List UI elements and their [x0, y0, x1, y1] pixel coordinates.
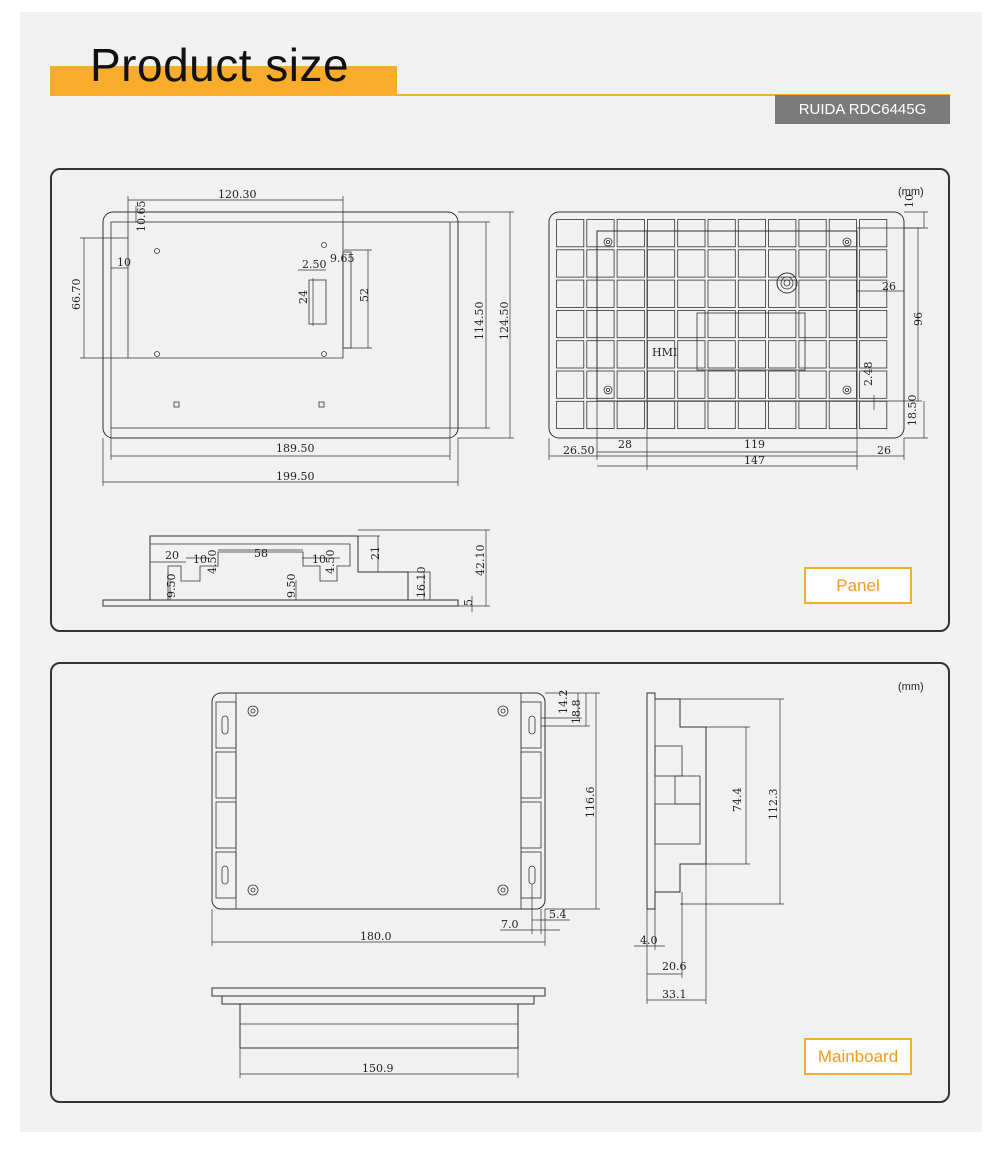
panel-back-view: [549, 186, 928, 470]
dim-back-26-50: 26.50: [563, 444, 595, 457]
grid-cell: [738, 250, 765, 277]
grid-cell: [829, 310, 856, 337]
mainboard-bottom-view: [212, 988, 545, 1078]
grid-cell: [769, 220, 796, 247]
model-badge: RUIDA RDC6445G: [775, 95, 950, 124]
mainboard-front-view: [212, 681, 924, 946]
grid-cell: [678, 401, 705, 428]
grid-cell: [678, 220, 705, 247]
dim-189-50: 189.50: [276, 442, 315, 455]
panel-unit-label: (mm): [898, 186, 924, 198]
dim-back-28: 28: [618, 438, 632, 451]
grid-cell: [647, 220, 674, 247]
grid-cell: [557, 310, 584, 337]
dim-side-58: 58: [254, 547, 268, 560]
dim-mb-180-0: 180.0: [360, 930, 392, 943]
grid-cell: [587, 310, 614, 337]
dim-9-65: 9.65: [330, 252, 355, 265]
dim-back-10: 10: [903, 194, 916, 208]
dim-124-50: 124.50: [498, 301, 511, 340]
dim-back-147: 147: [744, 454, 765, 467]
dim-side-16-10: 16.10: [415, 566, 428, 598]
grid-cell: [738, 310, 765, 337]
grid-cell: [769, 310, 796, 337]
grid-cell: [738, 341, 765, 368]
dim-2-50: 2.50: [302, 258, 327, 271]
grid-cell: [617, 371, 644, 398]
dim-mb-7-0: 7.0: [501, 918, 519, 931]
dim-back-18-50: 18.50: [906, 394, 919, 426]
grid-cell: [617, 220, 644, 247]
grid-cell: [829, 401, 856, 428]
dim-side-10: 10: [193, 553, 207, 566]
dim-mb-18-8: 18.8: [570, 699, 583, 724]
dim-mbs-112-3: 112.3: [767, 788, 780, 820]
dim-114-50: 114.50: [473, 301, 486, 340]
dim-mb-116-6: 116.6: [584, 786, 597, 818]
grid-cell: [617, 280, 644, 307]
grid-cell: [799, 401, 826, 428]
dim-side-4-50: 4.50: [206, 549, 219, 574]
grid-cell: [678, 310, 705, 337]
grid-cell: [587, 371, 614, 398]
dim-back-2-48: 2.48: [862, 361, 875, 386]
dim-199-50: 199.50: [276, 470, 315, 483]
grid-cell: [678, 371, 705, 398]
grid-cell: [617, 341, 644, 368]
grid-cell: [617, 250, 644, 277]
grid-cell: [587, 250, 614, 277]
grid-cell: [678, 341, 705, 368]
dim-back-26: 26: [877, 444, 891, 457]
grid-cell: [678, 250, 705, 277]
grid-cell: [557, 250, 584, 277]
dim-mbs-4-0: 4.0: [640, 934, 658, 947]
dim-back-26-side: 26: [882, 280, 896, 293]
grid-cell: [860, 401, 887, 428]
grid-cell: [769, 401, 796, 428]
grid-cell: [708, 371, 735, 398]
grid-cell: [557, 371, 584, 398]
grid-cell: [708, 401, 735, 428]
panel-side-view: [103, 530, 490, 612]
grid-cell: [557, 220, 584, 247]
grid-cell: [708, 341, 735, 368]
grid-cell: [769, 341, 796, 368]
grid-cell: [860, 220, 887, 247]
dim-side-42-10: 42.10: [474, 544, 487, 576]
grid-cell: [587, 280, 614, 307]
grid-cell: [708, 250, 735, 277]
grid-cell: [587, 341, 614, 368]
grid-cell: [829, 371, 856, 398]
mainboard-side-view: [634, 693, 784, 1004]
grid-cell: [557, 401, 584, 428]
grid-cell: [647, 371, 674, 398]
grid-cell: [799, 341, 826, 368]
dim-mb-14-2: 14.2: [557, 689, 570, 714]
dim-mbs-20-6: 20.6: [662, 960, 687, 973]
dim-back-119: 119: [744, 438, 765, 451]
grid-cell: [708, 280, 735, 307]
panel-tag: Panel: [804, 567, 912, 604]
grid-cell: [587, 401, 614, 428]
grid-cell: [738, 220, 765, 247]
dim-side-4-50b: 4.50: [324, 549, 337, 574]
grid-cell: [557, 280, 584, 307]
dim-24: 24: [297, 290, 310, 304]
dim-mbb-150-9: 150.9: [362, 1062, 394, 1075]
grid-cell: [860, 250, 887, 277]
grid-cell: [557, 341, 584, 368]
grid-cell: [647, 280, 674, 307]
grid-cell: [860, 310, 887, 337]
grid-cell: [769, 250, 796, 277]
dim-side-20: 20: [165, 549, 179, 562]
dim-back-96: 96: [912, 312, 925, 326]
grid-cell: [738, 280, 765, 307]
dim-mbs-74-4: 74.4: [731, 787, 744, 812]
dim-side-21: 21: [369, 546, 382, 560]
grid-cell: [829, 341, 856, 368]
grid-cell: [799, 280, 826, 307]
hmi-label: HMI: [652, 346, 678, 359]
mainboard-unit-label: (mm): [898, 681, 924, 693]
grid-cell: [617, 310, 644, 337]
grid-cell: [769, 371, 796, 398]
mainboard-tag: Mainboard: [804, 1038, 912, 1075]
dim-mb-5-4: 5.4: [549, 908, 567, 921]
dim-52: 52: [358, 288, 371, 302]
grid-cell: [647, 250, 674, 277]
grid-cell: [587, 220, 614, 247]
grid-cell: [617, 401, 644, 428]
dim-10: 10: [117, 256, 131, 269]
grid-cell: [769, 280, 796, 307]
panel-front-view: [70, 188, 514, 486]
dim-side-9-50b: 9.50: [285, 573, 298, 598]
dim-mbs-33-1: 33.1: [662, 988, 687, 1001]
dim-side-5: 5: [462, 599, 475, 606]
grid-cell: [708, 220, 735, 247]
dim-10-65: 10.65: [135, 200, 148, 232]
dim-side-10b: 10: [312, 553, 326, 566]
grid-cell: [647, 401, 674, 428]
dim-side-9-50: 9.50: [165, 573, 178, 598]
page-title: Product size: [90, 39, 350, 91]
dim-66-70: 66.70: [70, 278, 83, 310]
grid-cell: [799, 220, 826, 247]
grid-cell: [799, 371, 826, 398]
grid-cell: [829, 280, 856, 307]
grid-cell: [678, 280, 705, 307]
grid-cell: [738, 371, 765, 398]
grid-cell: [738, 401, 765, 428]
grid-cell: [647, 310, 674, 337]
grid-cell: [829, 250, 856, 277]
grid-cell: [708, 310, 735, 337]
grid-cell: [799, 310, 826, 337]
dim-120-30: 120.30: [218, 188, 257, 201]
grid-cell: [799, 250, 826, 277]
